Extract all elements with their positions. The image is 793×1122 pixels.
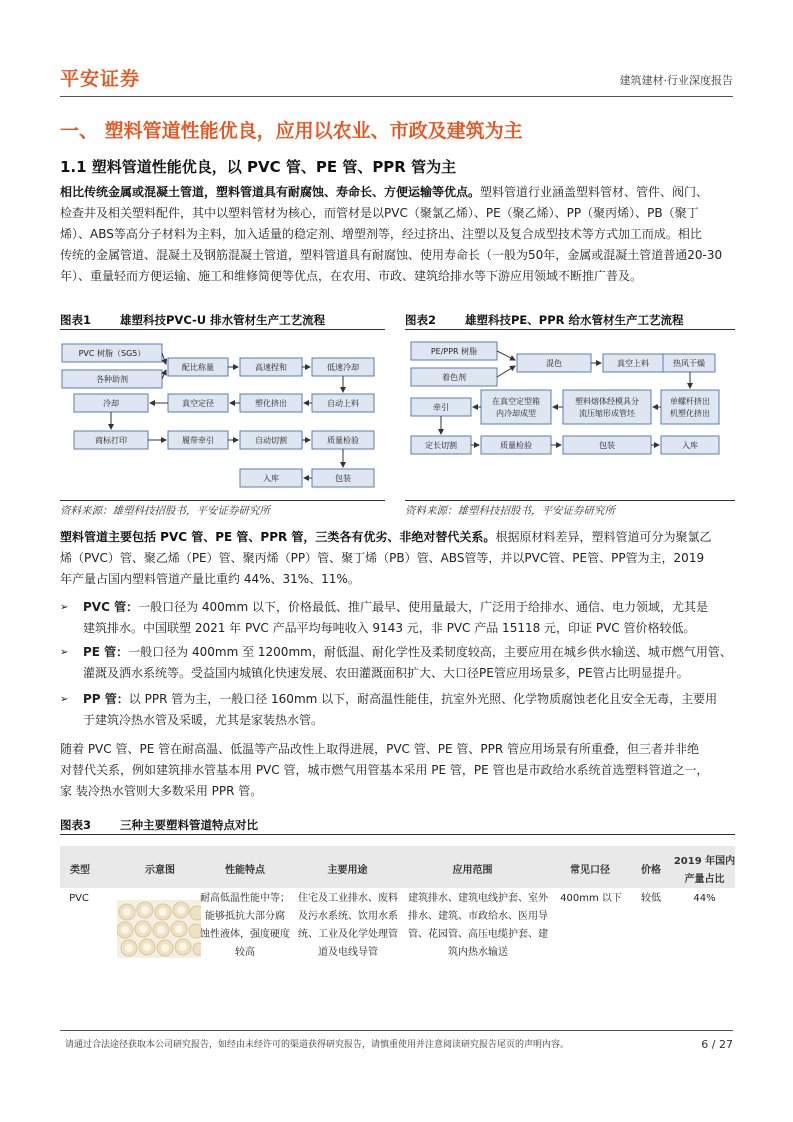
paragraph-line: 家 装冷热水管则大多数采用 PPR 管。 (60, 784, 263, 798)
node-label: 配比称量 (182, 363, 214, 372)
paragraph-types-lead: 塑料管道主要包括 PVC 管、PE 管、PPR 管，三类各有优劣、非绝对替代关系。 (60, 530, 496, 544)
bullet-line: 以 PPR 管为主，一般口径 160mm 以下，耐高温性能佳，抗室外光照、化学物质腐蚀老化且安全无毒，主要用 (128, 692, 718, 706)
figure-2-top-rule (405, 329, 735, 330)
bullet-label: PE 管： (83, 645, 129, 659)
figure-2-number: 图表2 (405, 313, 437, 327)
node-label: 牵引 (433, 403, 449, 412)
pvc-pipes-image (117, 900, 201, 958)
col-header-share: 产量占比 (684, 874, 725, 885)
figure-3-title (60, 817, 258, 833)
subsection-heading: 1.1 塑料管道性能优良，以 PVC 管、PE 管、PPR 管为主 (60, 158, 457, 176)
bullet-line: 于建筑冷热水管及采暖，尤其是家装热水管。 (83, 713, 324, 727)
cell-share: 44% (693, 893, 716, 904)
cell-diameter: 400mm 以下 (560, 893, 622, 904)
node-label: 包装 (335, 474, 351, 483)
cell-type: PVC (69, 893, 89, 904)
paragraph-line: 对替代关系，例如建筑排水管基本用 PVC 管，城市燃气用管基本采用 PE 管，PE 管也是市政给水系统首选塑料管道之一， (60, 763, 709, 777)
node-label: 着色剂 (442, 373, 466, 382)
node-label: 商标打印 (95, 436, 127, 445)
node-label: 各种助剂 (96, 375, 128, 384)
cell-price: 较低 (641, 893, 661, 904)
header-divider (60, 96, 733, 97)
col-header-image: 示意图 (145, 865, 175, 876)
node-label: PE/PPR 树脂 (430, 347, 478, 356)
paragraph-line: 传统的金属管道、混凝土及钢筋混凝土管道，塑料管道具有耐腐蚀、使用寿命长（一般为50年，金属或混凝土管道普通20-30 (60, 248, 723, 262)
figure-1-top-rule (60, 329, 385, 330)
cell-line: 较高 (235, 947, 255, 958)
bullet-label: PP 管： (83, 692, 129, 706)
figure-2-source: 资料来源：雄塑科技招股书，平安证券研究所 (405, 505, 615, 517)
figure-1-caption: 雄塑科技PVC-U 排水管材生产工艺流程 (120, 313, 326, 327)
figure-1-source: 资料来源：雄塑科技招股书，平安证券研究所 (60, 505, 270, 517)
node-label: 定长切割 (425, 441, 457, 450)
figure-1-bottom-rule (60, 500, 385, 501)
figure-1-flowchart (60, 336, 385, 496)
bullet-line: 建筑排水。中国联塑 2021 年 PVC 产品平均每吨收入 9143 元，非 PVC 产品 15118 元，印证 PVC 管价格较低。 (83, 621, 696, 635)
node-label: PVC 树脂（SG5） (78, 349, 146, 358)
figure-3-number: 图表3 (60, 818, 92, 832)
paragraph-line: 塑料管道行业涵盖塑料管材、管件、阀门、 (480, 185, 709, 199)
flow-arrow (497, 351, 515, 360)
node-label: 高速捏和 (255, 363, 287, 372)
node-label: 混色 (546, 359, 562, 368)
flow-arrow (162, 370, 166, 379)
cell-line: 能够抵抗大部分腐 (205, 911, 285, 922)
figure-2-caption: 雄塑科技PE、PPR 给水管材生产工艺流程 (465, 313, 684, 327)
cell-line: 筑内热水输送 (448, 947, 508, 958)
bullet-pp (60, 689, 740, 733)
node-label: 入库 (682, 441, 698, 450)
cell-line: 蚀性液体，强度硬度 (200, 929, 290, 940)
figure-3-top-rule (60, 834, 735, 835)
page-number: 6 / 27 (701, 1038, 733, 1051)
report-category: 建筑建材·行业深度报告 (619, 74, 733, 87)
cell-line: 及污水系统、饮用水系 (298, 911, 398, 922)
paragraph-line: 随着 PVC 管、PE 管在耐高温、低温等产品改性上取得进展，PVC 管、PE 管、PPR 管应用场景有所重叠，但三者并非绝 (60, 742, 699, 756)
paragraph-line: 根据原材料差异，塑料管道可分为聚氯乙 (495, 530, 712, 544)
cell-line: 建筑排水、建筑电线护套、室外 (408, 893, 548, 904)
flow-arrow (162, 353, 166, 364)
paragraph-line: 检查井及相关塑料配件，其中以塑料管材为核心，而管材是以PVC（聚氯乙烯）、PE（聚乙烯）、PP（聚丙烯）、PB（聚丁 (60, 206, 699, 220)
bullet-arrow-icon: ➢ (60, 694, 69, 705)
bullet-line: 一般口径为 400mm 以下，价格最低、推广最早、使用量最大，广泛用于给排水、通信、电力领域，尤其是 (138, 600, 708, 614)
col-header-price: 价格 (641, 865, 661, 876)
bullet-label: PVC 管： (83, 600, 139, 614)
cell-line: 统、工业及化学处理管 (298, 929, 398, 940)
node-vacuum-cooling (481, 390, 551, 424)
col-header-use: 主要用途 (327, 865, 368, 876)
paragraph-types (60, 527, 735, 590)
cell-line: 管、花园管、高压电缆护套、建 (408, 929, 548, 940)
figure-1-number: 图表1 (60, 313, 92, 327)
node-label: 真空上料 (617, 359, 649, 368)
col-header-share: 2019 年国内 (673, 856, 736, 867)
cell-use (294, 890, 402, 962)
paragraph-line: 烯）、ABS等高分子材料为主料，加入适量的稳定剂、增塑剂等，经过挤出、注塑以及复合成型技术等方式加工而成。相比 (60, 227, 702, 241)
footer-divider (60, 1030, 733, 1031)
node-label: 自动上料 (327, 399, 359, 408)
cell-line: 耐高低温性能中等； (200, 893, 290, 904)
node-label: 内冷却成型 (496, 409, 536, 418)
paragraph-intro (60, 182, 735, 287)
bullet-arrow-icon: ➢ (60, 602, 69, 613)
table-header-row (60, 846, 735, 888)
paragraph-overlap (60, 739, 735, 802)
bullet-line: 灌溉及洒水系统等。受益国内城镇化快速发展、农田灌溉面积扩大、大口径PE管应用场景多，PE管占比明显提升。 (83, 666, 689, 680)
node-label: 单螺杆挤出 (670, 397, 710, 406)
cell-scope (405, 890, 551, 962)
node-label: 包装 (599, 441, 615, 450)
node-label: 塑化挤出 (255, 399, 287, 408)
bullet-pvc (60, 597, 740, 641)
node-label: 冷却 (103, 399, 119, 408)
node-label: 自动切割 (255, 436, 287, 445)
paragraph-line: 年）、重量轻而方便运输、施工和维修简便等优点，在农用、市政、建筑给排水等下游应用领域不断推广普及。 (60, 269, 643, 283)
table-row (60, 890, 735, 970)
cell-line: 排水、建筑、市政给水、医用导 (408, 911, 548, 922)
node-label: 热风干燥 (673, 359, 705, 368)
paragraph-line: 烯（PVC）管、聚乙烯（PE）管、聚丙烯（PP）管、聚丁烯（PB）管、ABS管等，并以PVC管、PE管、PP管为主，2019 (60, 551, 705, 565)
figure-2-flowchart (405, 336, 735, 466)
figure-3-caption: 三种主要塑料管道特点对比 (120, 818, 258, 832)
footer-disclaimer: 请通过合法途径获取本公司研究报告，如经由未经许可的渠道获得研究报告，请慎重使用并注意阅读研究报告尾页的声明内容。 (65, 1040, 570, 1050)
cell-performance (198, 890, 292, 962)
flow-arrow (497, 366, 515, 377)
brand-logo: 平安证券 (60, 68, 141, 90)
node-single-screw (661, 390, 719, 424)
paragraph-line: 年产量占国内塑料管道产量比重约 44%、31%、11%。 (60, 572, 360, 586)
paragraph-intro-lead: 相比传统金属或混凝土管道，塑料管道具有耐腐蚀、寿命长、方便运输等优点。 (60, 185, 481, 199)
bullet-arrow-icon: ➢ (60, 647, 69, 658)
node-label: 在真空定型箱 (492, 397, 540, 406)
node-label: 履带牵引 (182, 436, 214, 445)
col-header-type: 类型 (70, 865, 90, 876)
cell-line: 道及电线导管 (318, 947, 378, 958)
node-label: 塑料熔体经模具分 (575, 397, 639, 406)
node-label: 质量检验 (500, 441, 532, 450)
bullet-line: 一般口径为 400mm 至 1200mm，耐低温、耐化学性及柔韧度较高，主要应用在城乡供水输送、城市燃气用管、 (128, 645, 732, 659)
col-header-performance: 性能特点 (225, 865, 265, 876)
figure-2-bottom-rule (405, 500, 735, 501)
node-label: 真空定径 (182, 399, 214, 408)
bullet-pe (60, 642, 740, 686)
figure-1-title (60, 312, 325, 328)
section-heading: 一、 塑料管道性能优良，应用以农业、市政及建筑为主 (60, 120, 523, 142)
node-die-compression (563, 390, 651, 424)
col-header-scope: 应用范围 (452, 865, 493, 876)
col-header-diameter: 常见口径 (570, 865, 610, 876)
node-label: 低速冷却 (327, 363, 359, 372)
node-label: 质量检验 (327, 436, 359, 445)
node-label: 入库 (263, 474, 279, 483)
cell-line: 住宅及工业排水、废料 (298, 893, 398, 904)
figure-2-title (405, 312, 684, 328)
node-label: 流压缩形成管坯 (579, 409, 635, 418)
node-label: 机塑化挤出 (670, 409, 710, 418)
